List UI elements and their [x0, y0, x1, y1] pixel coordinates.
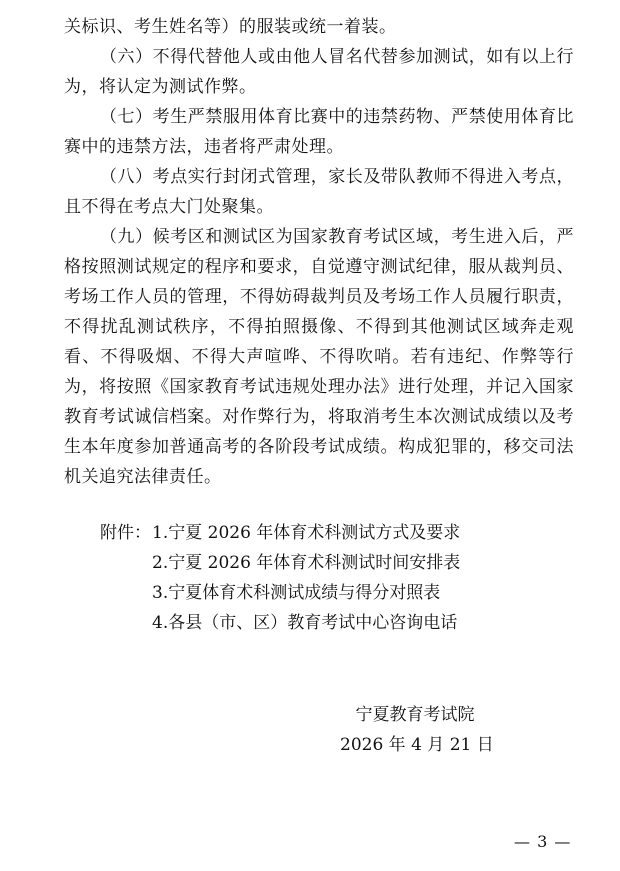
page-number: — 3 —: [514, 832, 572, 851]
attachment-item-2: 2.宁夏 2026 年体育术科测试时间安排表: [152, 553, 461, 573]
paragraph-continuation: 关标识、考生姓名等）的服装或统一着装。: [64, 17, 397, 37]
issuing-organization: 宁夏教育考试院: [355, 705, 475, 725]
attachment-row: [100, 608, 460, 638]
paragraph-rule-7: （七）考生严禁服用体育比赛中的违禁药物、严禁使用体育比赛中的违禁方法，违者将严肃处理。: [64, 107, 574, 157]
attachment-item-1: 1.宁夏 2026 年体育术科测试方式及要求: [152, 523, 461, 543]
signature-block: [340, 700, 494, 760]
attachment-item-4: 4.各县（市、区）教育考试中心咨询电话: [152, 613, 458, 633]
paragraph-rule-8: （八）考点实行封闭式管理，家长及带队教师不得进入考点，且不得在考点大门处聚集。: [64, 167, 574, 217]
issue-date: 2026 年 4 月 21 日: [340, 735, 494, 755]
document-body: [64, 12, 574, 492]
attachment-row: [100, 548, 460, 578]
paragraph-rule-9: （九）候考区和测试区为国家教育考试区域，考生进入后，严格按照测试规定的程序和要求，自觉遵守测试纪律，服从裁判员、考场工作人员的管理，不得妨碍裁判员及考场工作人员履行职责，不得扰乱测试秩序，不得拍照摄像、不得到其他测试区域奔走观看、不得吸烟、不得大声喧哗、不得吹哨。若有违纪、作弊等行为，将按照《国家教育考试违规处理办法》进行处理，并记入国家教育考试诚信档案。对作弊行为，将取消考生本次测试成绩以及考生本年度参加普通高考的各阶段考试成绩。构成犯罪的，移交司法机关追究法律责任。: [64, 227, 574, 487]
attachments-label: 附件：: [100, 523, 151, 543]
attachment-row: [100, 578, 460, 608]
attachment-row: [100, 518, 460, 548]
paragraph-rule-6: （六）不得代替他人或由他人冒名代替参加测试，如有以上行为，将认定为测试作弊。: [64, 47, 574, 97]
attachment-item-3: 3.宁夏体育术科测试成绩与得分对照表: [152, 583, 441, 603]
attachments-list: [100, 518, 460, 638]
